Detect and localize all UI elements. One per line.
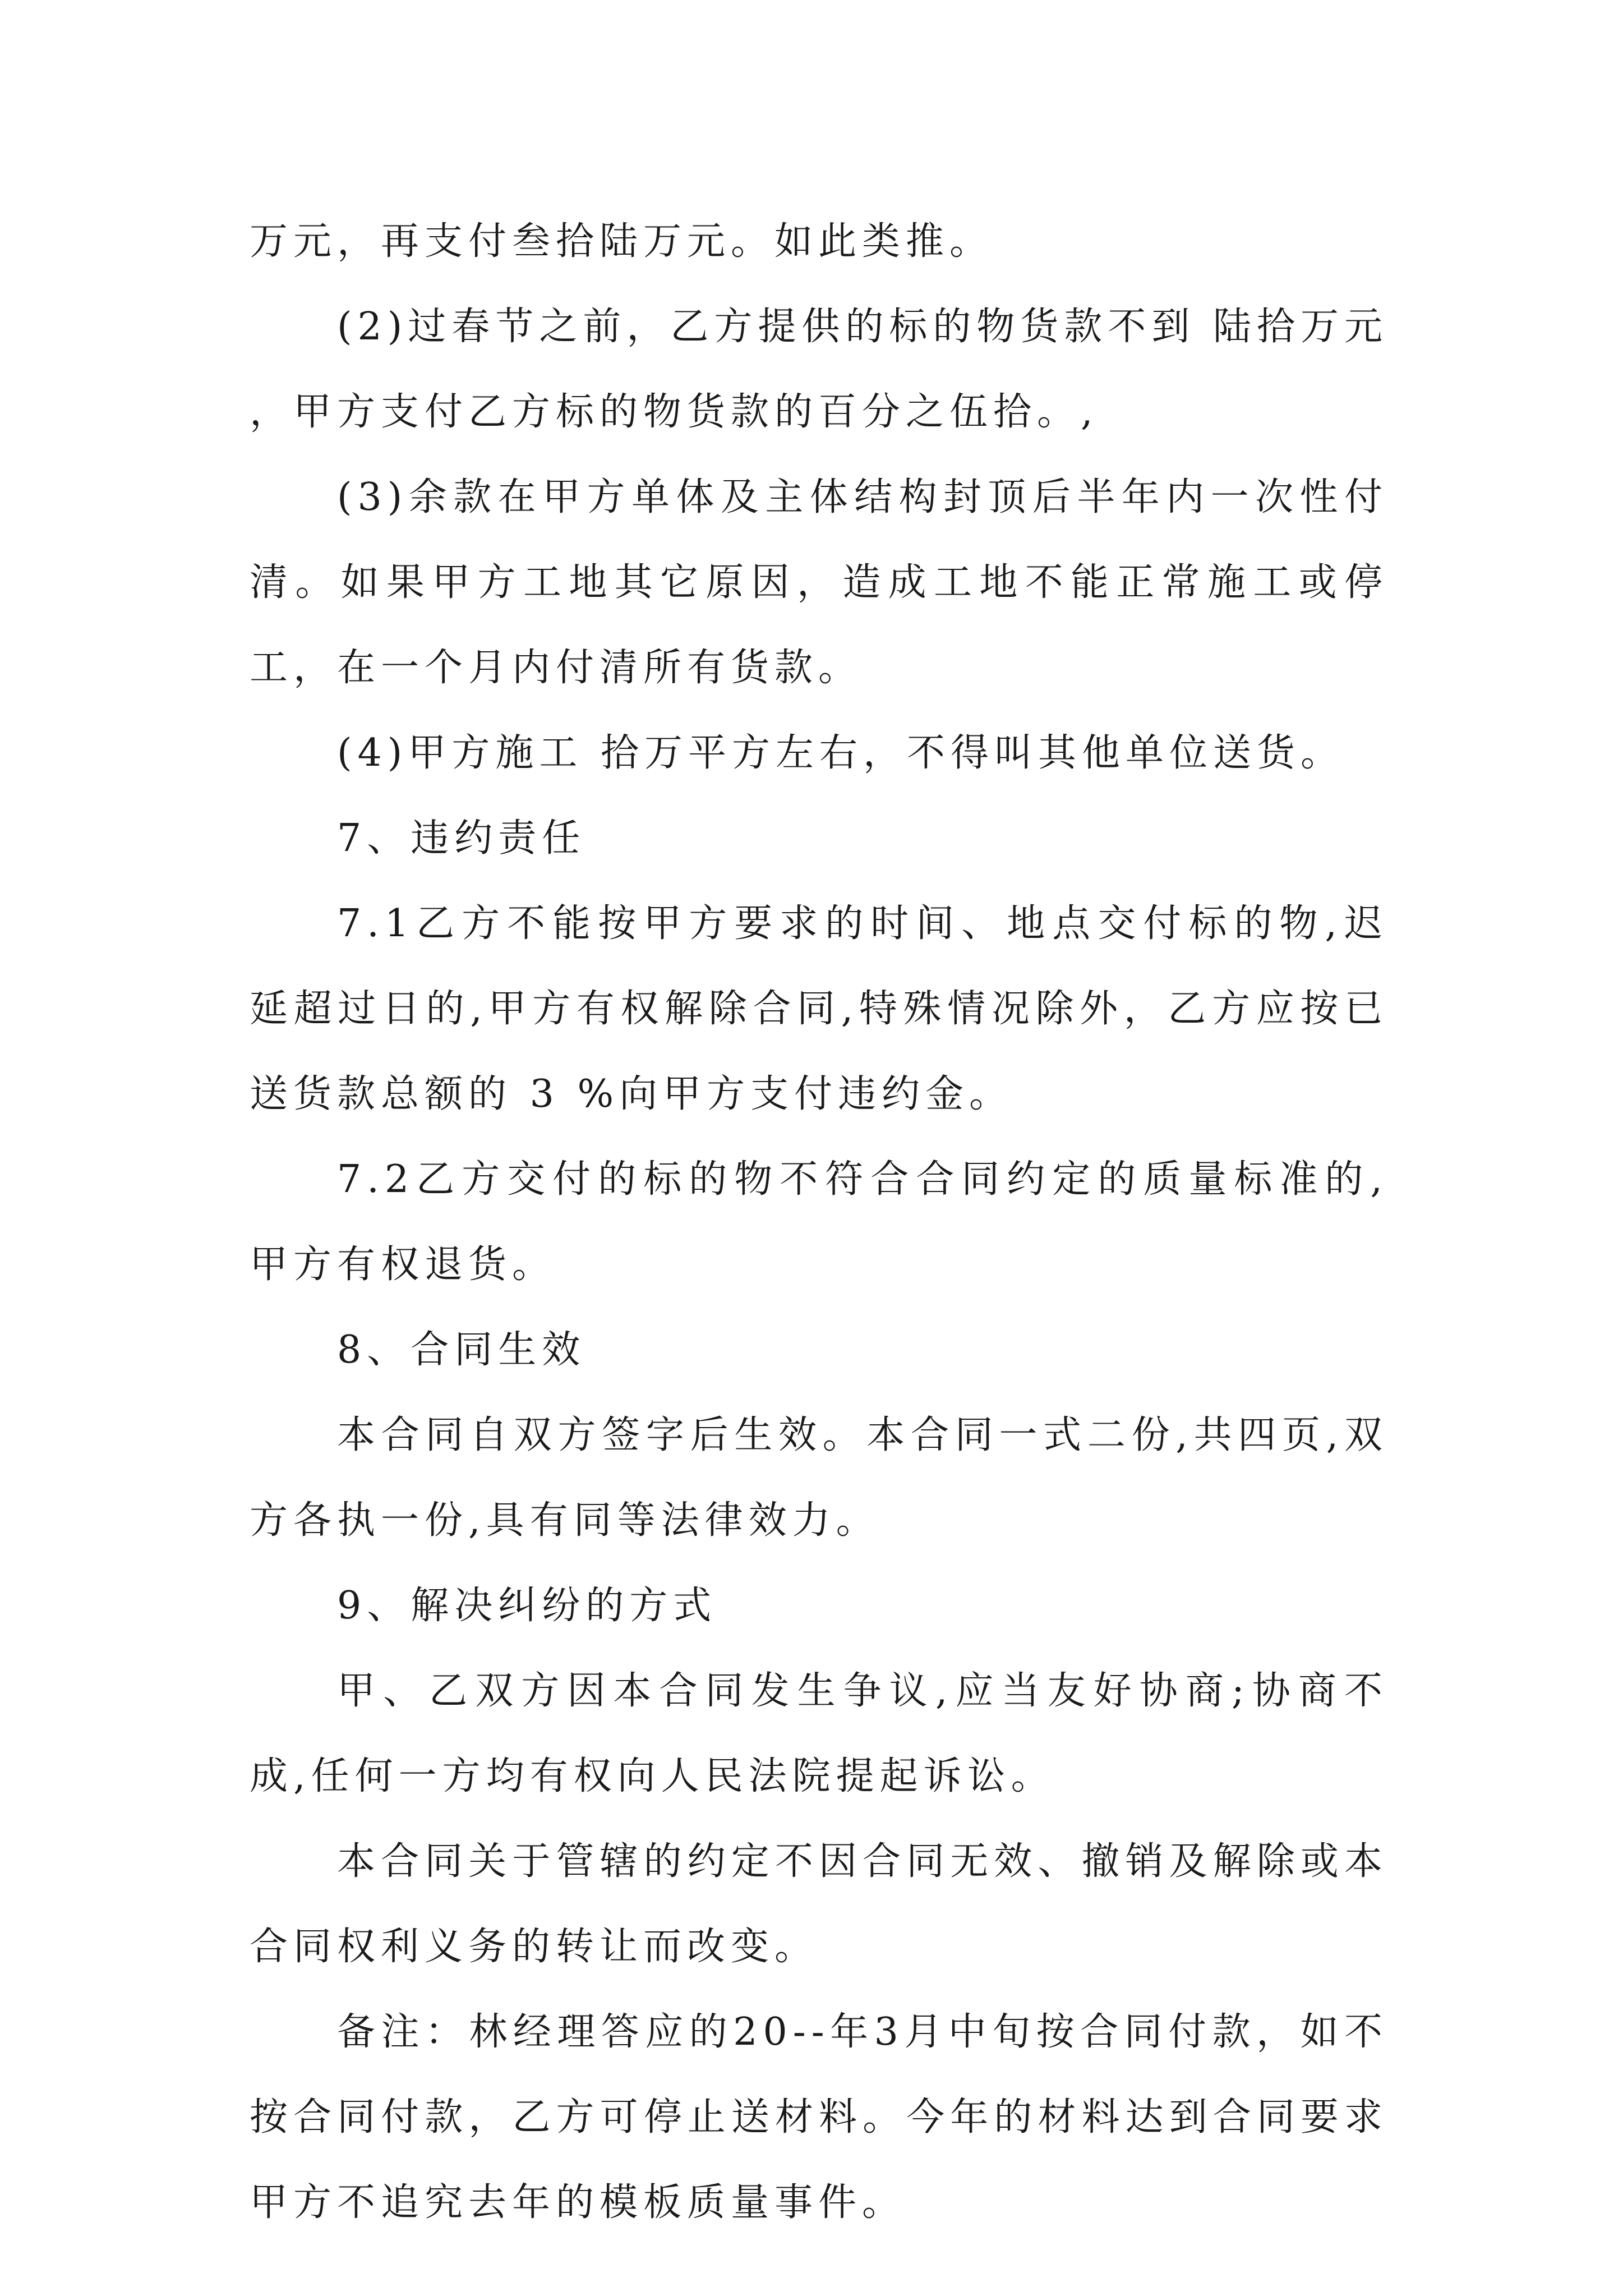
document-body xyxy=(250,199,1388,2246)
paragraph-clause-7-2: 7.2乙方交付的标的物不符合合同约定的质量标准的,甲方有权退货。 xyxy=(250,1157,1388,1287)
section-heading-disputes: 9、解决纠纷的方式 xyxy=(337,1584,717,1628)
paragraph-remarks: 备注：林经理答应的20--年3月中旬按合同付款，如不按合同付款，乙方可停止送材料。今年的材料达到合同要求甲方不追究去年的模板质量事件。 xyxy=(250,2010,1388,2225)
paragraph-effectiveness: 本合同自双方签字后生效。本合同一式二份,共四页,双方各执一份,具有同等法律效力。 xyxy=(250,1413,1388,1543)
paragraph-payment-item-3: (3)余款在甲方单体及主体结构封顶后半年内一次性付清。如果甲方工地其它原因，造成工地不能正常施工或停工，在一个月内付清所有货款。 xyxy=(250,475,1388,690)
paragraph-payment-item-4: (4)甲方施工 拾万平方左右，不得叫其他单位送货。 xyxy=(337,731,1344,775)
paragraph-payment-item-2: (2)过春节之前，乙方提供的标的物货款不到 陆拾万元 ，甲方支付乙方标的物货款的百分之伍拾。, xyxy=(250,305,1388,434)
paragraph-clause-7-1: 7.1乙方不能按甲方要求的时间、地点交付标的物,迟延超过日的,甲方有权解除合同,特殊情况除外，乙方应按已送货款总额的 3 %向甲方支付违约金。 xyxy=(250,901,1388,1116)
paragraph-jurisdiction: 本合同关于管辖的约定不因合同无效、撤销及解除或本合同权利义务的转让而改变。 xyxy=(250,1839,1388,1969)
paragraph-disputes: 甲、乙双方因本合同发生争议,应当友好协商;协商不成,任何一方均有权向人民法院提起诉讼。 xyxy=(250,1669,1388,1798)
section-heading-effectiveness: 8、合同生效 xyxy=(337,1328,586,1372)
section-heading-breach: 7、违约责任 xyxy=(337,816,586,861)
paragraph-payment-continuation: 万元，再支付叁拾陆万元。如此类推。 xyxy=(250,219,994,264)
